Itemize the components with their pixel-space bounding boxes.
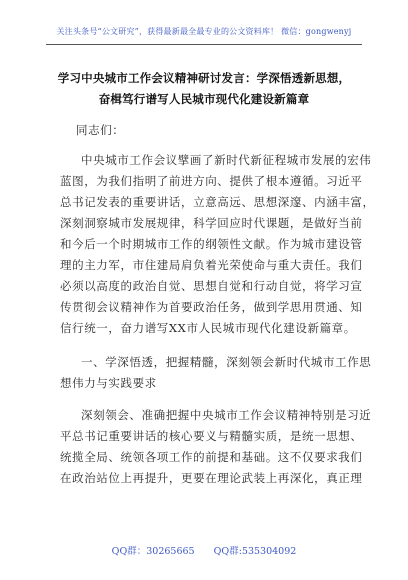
salutation: 同志们： [76, 123, 125, 137]
intro-line: 必须以高度的政治自觉、思想自觉和行动自觉，将学习宣 [60, 279, 363, 293]
intro-line: 深刻洞察城市发展规律，科学回应时代课题，是做好当前 [60, 216, 363, 230]
body-line: 深刻领会、准确把握中央城市工作会议精神特别是习近 [81, 408, 372, 422]
header-rule [46, 44, 362, 45]
header-note: 关注头条号“公文研究”，获得最新最全最专业的公文资料库！ 微信：gongwenyj [56, 27, 352, 36]
document-title-line-2: 奋楫笃行谱写人民城市现代化建设新篇章 [98, 92, 310, 106]
footer-qq-left: QQ群：30265665 [111, 546, 195, 557]
footer [0, 543, 408, 557]
body-line: 在政治站位上再提升，更要在理论武装上再深化，真正理 [60, 471, 363, 485]
body-line: 平总书记重要讲话的核心要义与精髓实质，是统一思想、 [60, 429, 363, 443]
intro-line: 和今后一个时期城市工作的纲领性文献。作为城市建设管 [60, 237, 363, 251]
section-heading-line: 一、学深悟透，把握精髓，深刻领会新时代城市工作思 [81, 355, 372, 369]
body-line: 统揽全局、统领各项工作的前提和基础。这不仅要求我们 [60, 450, 363, 464]
intro-line: 蓝图，为我们指明了前进方向、提供了根本遵循。习近平 [60, 174, 363, 188]
intro-line: 中央城市工作会议擘画了新时代新征程城市发展的宏伟 [81, 153, 372, 167]
section-heading-line: 想伟力与实践要求 [60, 376, 157, 390]
intro-line: 总书记发表的重要讲话，立意高远、思想深邃、内涵丰富， [60, 195, 375, 209]
document-title-line-1: 学习中央城市工作会议精神研讨发言：学深悟透新思想， [57, 71, 351, 85]
intro-line: 理的主力军，市住建局肩负着光荣使命与重大责任。我们 [60, 258, 363, 272]
footer-qq-right: QQ群:535304092 [213, 546, 297, 557]
intro-line: 传贯彻会议精神作为首要政治任务，做到学思用贯通、知 [60, 300, 363, 314]
intro-line: 信行统一，奋力谱写XX市人民城市现代化建设新篇章。 [60, 321, 356, 335]
